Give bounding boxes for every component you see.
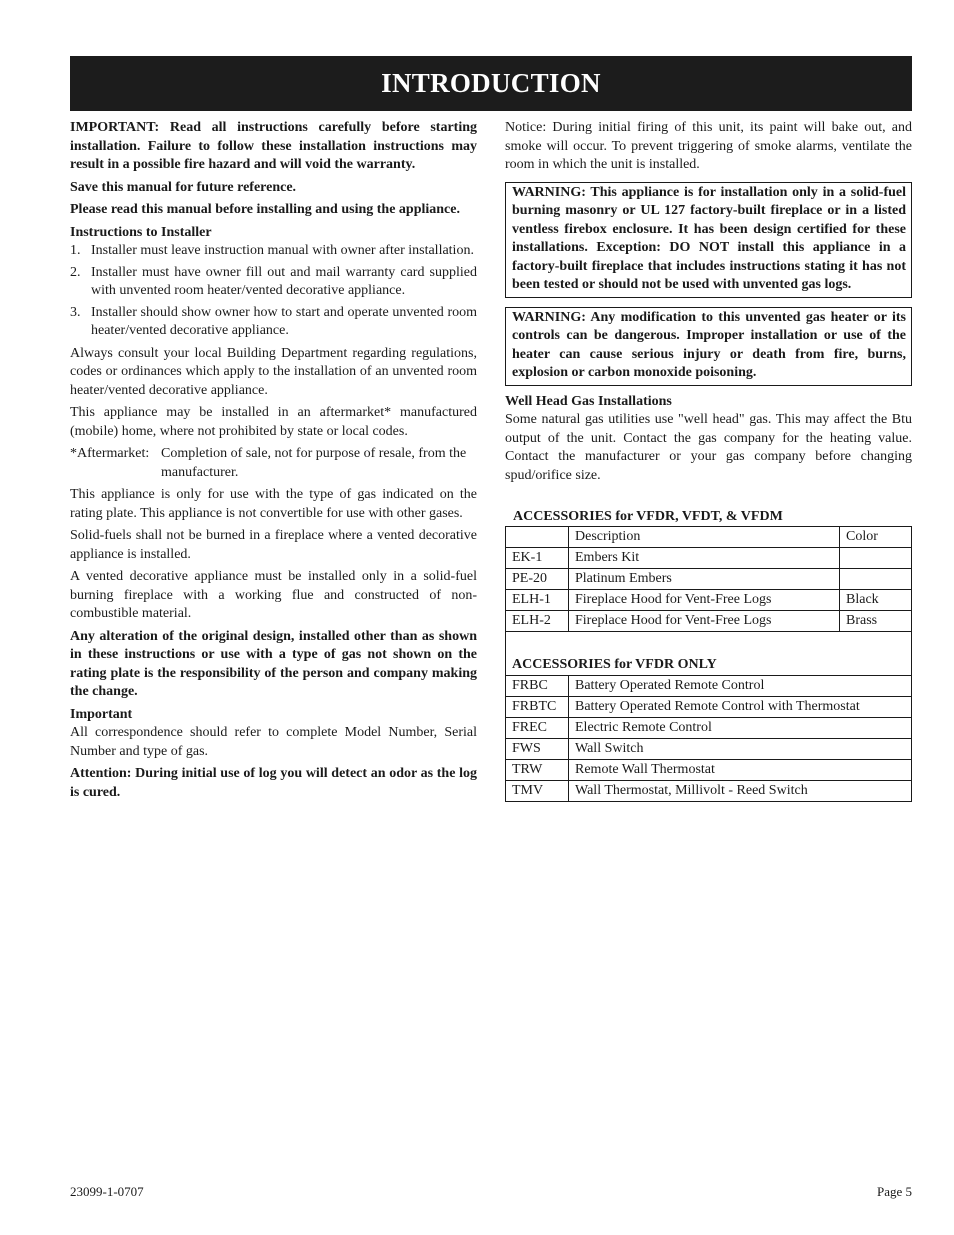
please-read-note: Please read this manual before installing and using the appliance.	[70, 202, 460, 217]
alteration-paragraph: Any alteration of the original design, installed other than as shown in these instructions or use with a type of gas not shown on the rating plate is the responsibility of the person and company making the change.	[70, 628, 477, 699]
page-title: INTRODUCTION	[70, 56, 912, 111]
list-item	[70, 264, 477, 301]
solid-fuels-paragraph: Solid-fuels shall not be burned in a fireplace where a vented decorative appliance is installed.	[70, 528, 477, 562]
installer-heading: Instructions to Installer	[70, 224, 212, 240]
accessory-description: Platinum Embers	[569, 569, 840, 590]
accessory-color	[840, 569, 912, 590]
accessory-code: FREC	[506, 718, 569, 739]
table-row	[506, 676, 912, 697]
step-number: 2.	[70, 264, 81, 280]
important-intro: IMPORTANT: Read all instructions carefully before starting installation. Failure to follow these installation instructions may result in a possible fire hazard and will void the warranty.	[70, 120, 477, 172]
vented-install-paragraph: A vented decorative appliance must be installed only in a solid-fuel burning fireplace with a working flue and constructed of non-combustible material.	[70, 569, 477, 621]
accessory-code: TRW	[506, 760, 569, 781]
left-column	[70, 119, 477, 806]
accessory-description: Embers Kit	[569, 548, 840, 569]
accessory-color: Black	[840, 590, 912, 611]
accessory-description: Electric Remote Control	[569, 718, 912, 739]
well-head-paragraph: Some natural gas utilities use "well head" gas. This may affect the Btu output of the unit. Contact the gas company for the heating value. Contact the manufacturer or your gas company before changing spud/orifice size.	[505, 412, 912, 483]
well-head-heading: Well Head Gas Installations	[505, 393, 672, 409]
accessory-description: Wall Switch	[569, 739, 912, 760]
accessories-heading: ACCESSORIES for VFDR, VFDT, & VFDM	[513, 509, 783, 524]
aftermarket-definition	[70, 445, 477, 482]
vfdr-section-row	[506, 632, 912, 676]
step-text: Installer should show owner how to start and operate unvented room heater/vented decorative appliance.	[91, 304, 477, 338]
list-item	[70, 304, 477, 341]
accessory-description: Fireplace Hood for Vent-Free Logs	[569, 611, 840, 632]
table-row	[506, 611, 912, 632]
accessory-description: Battery Operated Remote Control with Thermostat	[569, 697, 912, 718]
table-row	[506, 760, 912, 781]
accessory-code: ELH-2	[506, 611, 569, 632]
accessory-description: Battery Operated Remote Control	[569, 676, 912, 697]
vfdr-accessories-heading: ACCESSORIES for VFDR ONLY	[506, 632, 912, 676]
accessory-color	[840, 548, 912, 569]
step-text: Installer must leave instruction manual with owner after installation.	[91, 243, 474, 258]
accessory-description: Remote Wall Thermostat	[569, 760, 912, 781]
list-item	[70, 242, 477, 261]
mobile-home-paragraph: This appliance may be installed in an aftermarket* manufactured (mobile) home, where not prohibited by state or local codes.	[70, 405, 477, 439]
warning-box-modification: WARNING: Any modification to this unvented gas heater or its controls can be dangerous. Improper installation or use of the heater can cause serious injury or death from fire, burns, explosion or carbon monoxide poisoning.	[505, 307, 912, 386]
correspondence-paragraph: All correspondence should refer to complete Model Number, Serial Number and type of gas.	[70, 725, 477, 759]
step-number: 1.	[70, 243, 81, 258]
notice-paragraph: Notice: During initial firing of this unit, its paint will bake out, and smoke will occur. To prevent triggering of smoke alarms, ventilate the room in which the unit is installed.	[505, 120, 912, 172]
accessory-description: Wall Thermostat, Millivolt - Reed Switch	[569, 781, 912, 802]
table-row	[506, 590, 912, 611]
accessory-code: ELH-1	[506, 590, 569, 611]
aftermarket-text: Completion of sale, not for purpose of resale, from the manufacturer.	[161, 446, 467, 480]
table-header-color: Color	[840, 527, 912, 548]
right-column	[505, 119, 912, 802]
table-row	[506, 718, 912, 739]
table-row	[506, 548, 912, 569]
accessory-code: FRBTC	[506, 697, 569, 718]
table-row	[506, 697, 912, 718]
accessory-code: EK-1	[506, 548, 569, 569]
table-row	[506, 739, 912, 760]
step-text: Installer must have owner fill out and mail warranty card supplied with unvented room heater/vented decorative appliance.	[91, 264, 477, 298]
aftermarket-label: *Aftermarket:	[70, 446, 150, 461]
accessory-description: Fireplace Hood for Vent-Free Logs	[569, 590, 840, 611]
table-row	[506, 781, 912, 802]
accessory-code: FWS	[506, 739, 569, 760]
important-heading: Important	[70, 706, 133, 722]
page-number: Page 5	[876, 1184, 912, 1199]
accessory-code: PE-20	[506, 569, 569, 590]
table-row	[506, 569, 912, 590]
gas-type-paragraph: This appliance is only for use with the type of gas indicated on the rating plate. This appliance is not convertible for use with other gases.	[70, 487, 477, 521]
attention-paragraph: Attention: During initial use of log you will detect an odor as the log is cured.	[70, 766, 477, 800]
accessory-color: Brass	[840, 611, 912, 632]
table-header-code	[506, 527, 569, 548]
accessory-code: FRBC	[506, 676, 569, 697]
save-manual-note: Save this manual for future reference.	[70, 179, 297, 195]
document-number: 23099-1-0707	[70, 1184, 144, 1199]
accessories-table	[505, 526, 912, 802]
step-number: 3.	[70, 304, 81, 320]
accessory-code: TMV	[506, 781, 569, 802]
installer-steps	[70, 242, 477, 341]
consult-paragraph: Always consult your local Building Department regarding regulations, codes or ordinances which apply to the installation of an unvented room heater/vented decorative appliance.	[70, 345, 477, 398]
table-header-row	[506, 527, 912, 548]
table-header-description: Description	[569, 527, 840, 548]
warning-box-installation: WARNING: This appliance is for installation only in a solid-fuel burning masonry or UL 127 factory-built fireplace or in a listed ventless firebox enclosure. It has been design certified for these installations. Exception: DO NOT install this appliance in a factory-built fireplace that includes instructions stating it has not been tested or should not be used with unvented gas logs.	[505, 182, 912, 298]
